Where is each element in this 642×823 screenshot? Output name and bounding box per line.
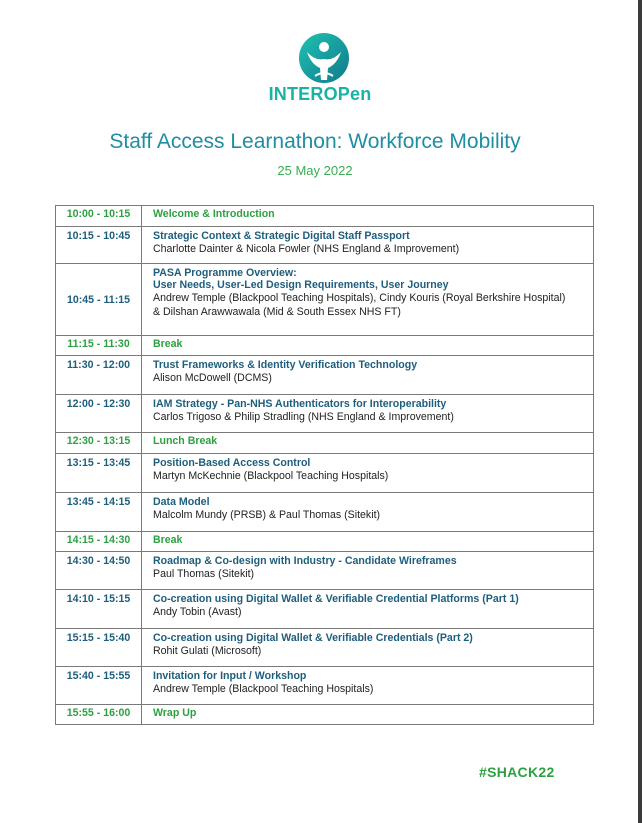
- session-cell: [142, 264, 594, 336]
- session-speakers: Alison McDowell (DCMS): [153, 372, 272, 384]
- session-title: Co-creation using Digital Wallet & Verifiable Credential Platforms (Part 1): [153, 593, 519, 605]
- time-slot: 10:15 - 10:45: [56, 227, 142, 264]
- session-title: Invitation for Input / Workshop: [153, 670, 307, 682]
- session-cell: [142, 590, 594, 629]
- time-slot: 15:15 - 15:40: [56, 629, 142, 667]
- time-slot: 13:15 - 13:45: [56, 454, 142, 493]
- agenda-row: [56, 493, 594, 532]
- agenda-row: [56, 629, 594, 667]
- session-cell: [142, 433, 594, 454]
- session-title: Data Model: [153, 496, 210, 508]
- session-speakers-cont: & Dilshan Arawwawala (Mid & South Essex NHS FT): [153, 306, 401, 318]
- time-slot: 12:00 - 12:30: [56, 395, 142, 433]
- agenda-row: [56, 667, 594, 705]
- time-slot: 15:55 - 16:00: [56, 705, 142, 725]
- page-edge-shadow: [638, 0, 642, 823]
- session-speakers: Martyn McKechnie (Blackpool Teaching Hospitals): [153, 470, 389, 482]
- session-speakers: Carlos Trigoso & Philip Stradling (NHS England & Improvement): [153, 411, 454, 423]
- session-title: PASA Programme Overview:: [153, 267, 297, 279]
- session-cell: [142, 227, 594, 264]
- agenda-row: [56, 590, 594, 629]
- time-slot: 13:45 - 14:15: [56, 493, 142, 532]
- agenda-row: [56, 206, 594, 227]
- session-cell: [142, 206, 594, 227]
- time-slot: 14:15 - 14:30: [56, 532, 142, 552]
- time-slot: 11:15 - 11:30: [56, 336, 142, 356]
- session-title: Welcome & Introduction: [153, 208, 275, 220]
- session-cell: [142, 454, 594, 493]
- session-speakers: Andy Tobin (Avast): [153, 606, 242, 618]
- hashtag: #SHACK22: [479, 764, 555, 780]
- agenda-row: [56, 433, 594, 454]
- time-slot: 14:30 - 14:50: [56, 552, 142, 590]
- session-title: Break: [153, 338, 183, 350]
- session-title: Trust Frameworks & Identity Verification Technology: [153, 359, 418, 371]
- session-cell: [142, 336, 594, 356]
- time-slot: 10:00 - 10:15: [56, 206, 142, 227]
- agenda-row: [56, 532, 594, 552]
- session-cell: [142, 532, 594, 552]
- interopen-logo: [285, 30, 363, 90]
- session-title: Co-creation using Digital Wallet & Verifiable Credentials (Part 2): [153, 632, 473, 644]
- session-speakers: Paul Thomas (Sitekit): [153, 568, 255, 580]
- session-title: Lunch Break: [153, 435, 218, 447]
- time-slot: 14:10 - 15:15: [56, 590, 142, 629]
- agenda-row: [56, 552, 594, 590]
- agenda-row: [56, 336, 594, 356]
- agenda-row: [56, 395, 594, 433]
- session-cell: [142, 629, 594, 667]
- agenda-table: [55, 205, 594, 725]
- session-speakers: Rohit Gulati (Microsoft): [153, 645, 262, 657]
- time-slot: 15:40 - 15:55: [56, 667, 142, 705]
- agenda-row: [56, 264, 594, 336]
- session-title: Break: [153, 534, 183, 546]
- time-slot: 11:30 - 12:00: [56, 356, 142, 395]
- session-cell: [142, 667, 594, 705]
- session-cell: [142, 493, 594, 532]
- agenda-row: [56, 356, 594, 395]
- agenda-row: [56, 454, 594, 493]
- logo-text: INTEROPen: [268, 84, 372, 104]
- time-slot: 10:45 - 11:15: [56, 264, 142, 336]
- agenda-row: [56, 227, 594, 264]
- session-speakers: Andrew Temple (Blackpool Teaching Hospitals): [153, 683, 374, 695]
- session-speakers: Andrew Temple (Blackpool Teaching Hospitals), Cindy Kouris (Royal Berkshire Hospital): [153, 292, 566, 304]
- session-title: IAM Strategy - Pan-NHS Authenticators for Interoperability: [153, 398, 447, 410]
- event-date: 25 May 2022: [277, 163, 353, 178]
- session-cell: [142, 705, 594, 725]
- session-title: Position-Based Access Control: [153, 457, 311, 469]
- time-slot: 12:30 - 13:15: [56, 433, 142, 454]
- session-title: Wrap Up: [153, 707, 197, 719]
- session-title: Strategic Context & Strategic Digital Staff Passport: [153, 230, 410, 242]
- session-cell: [142, 395, 594, 433]
- session-speakers: Malcolm Mundy (PRSB) & Paul Thomas (Sitekit): [153, 509, 381, 521]
- session-cell: [142, 552, 594, 590]
- agenda-row: [56, 705, 594, 725]
- session-cell: [142, 356, 594, 395]
- page-title: Staff Access Learnathon: Workforce Mobility: [109, 130, 521, 153]
- session-speakers: Charlotte Dainter & Nicola Fowler (NHS England & Improvement): [153, 243, 460, 255]
- session-title: Roadmap & Co-design with Industry - Candidate Wireframes: [153, 555, 457, 567]
- session-subtitle: User Needs, User-Led Design Requirements, User Journey: [153, 279, 449, 291]
